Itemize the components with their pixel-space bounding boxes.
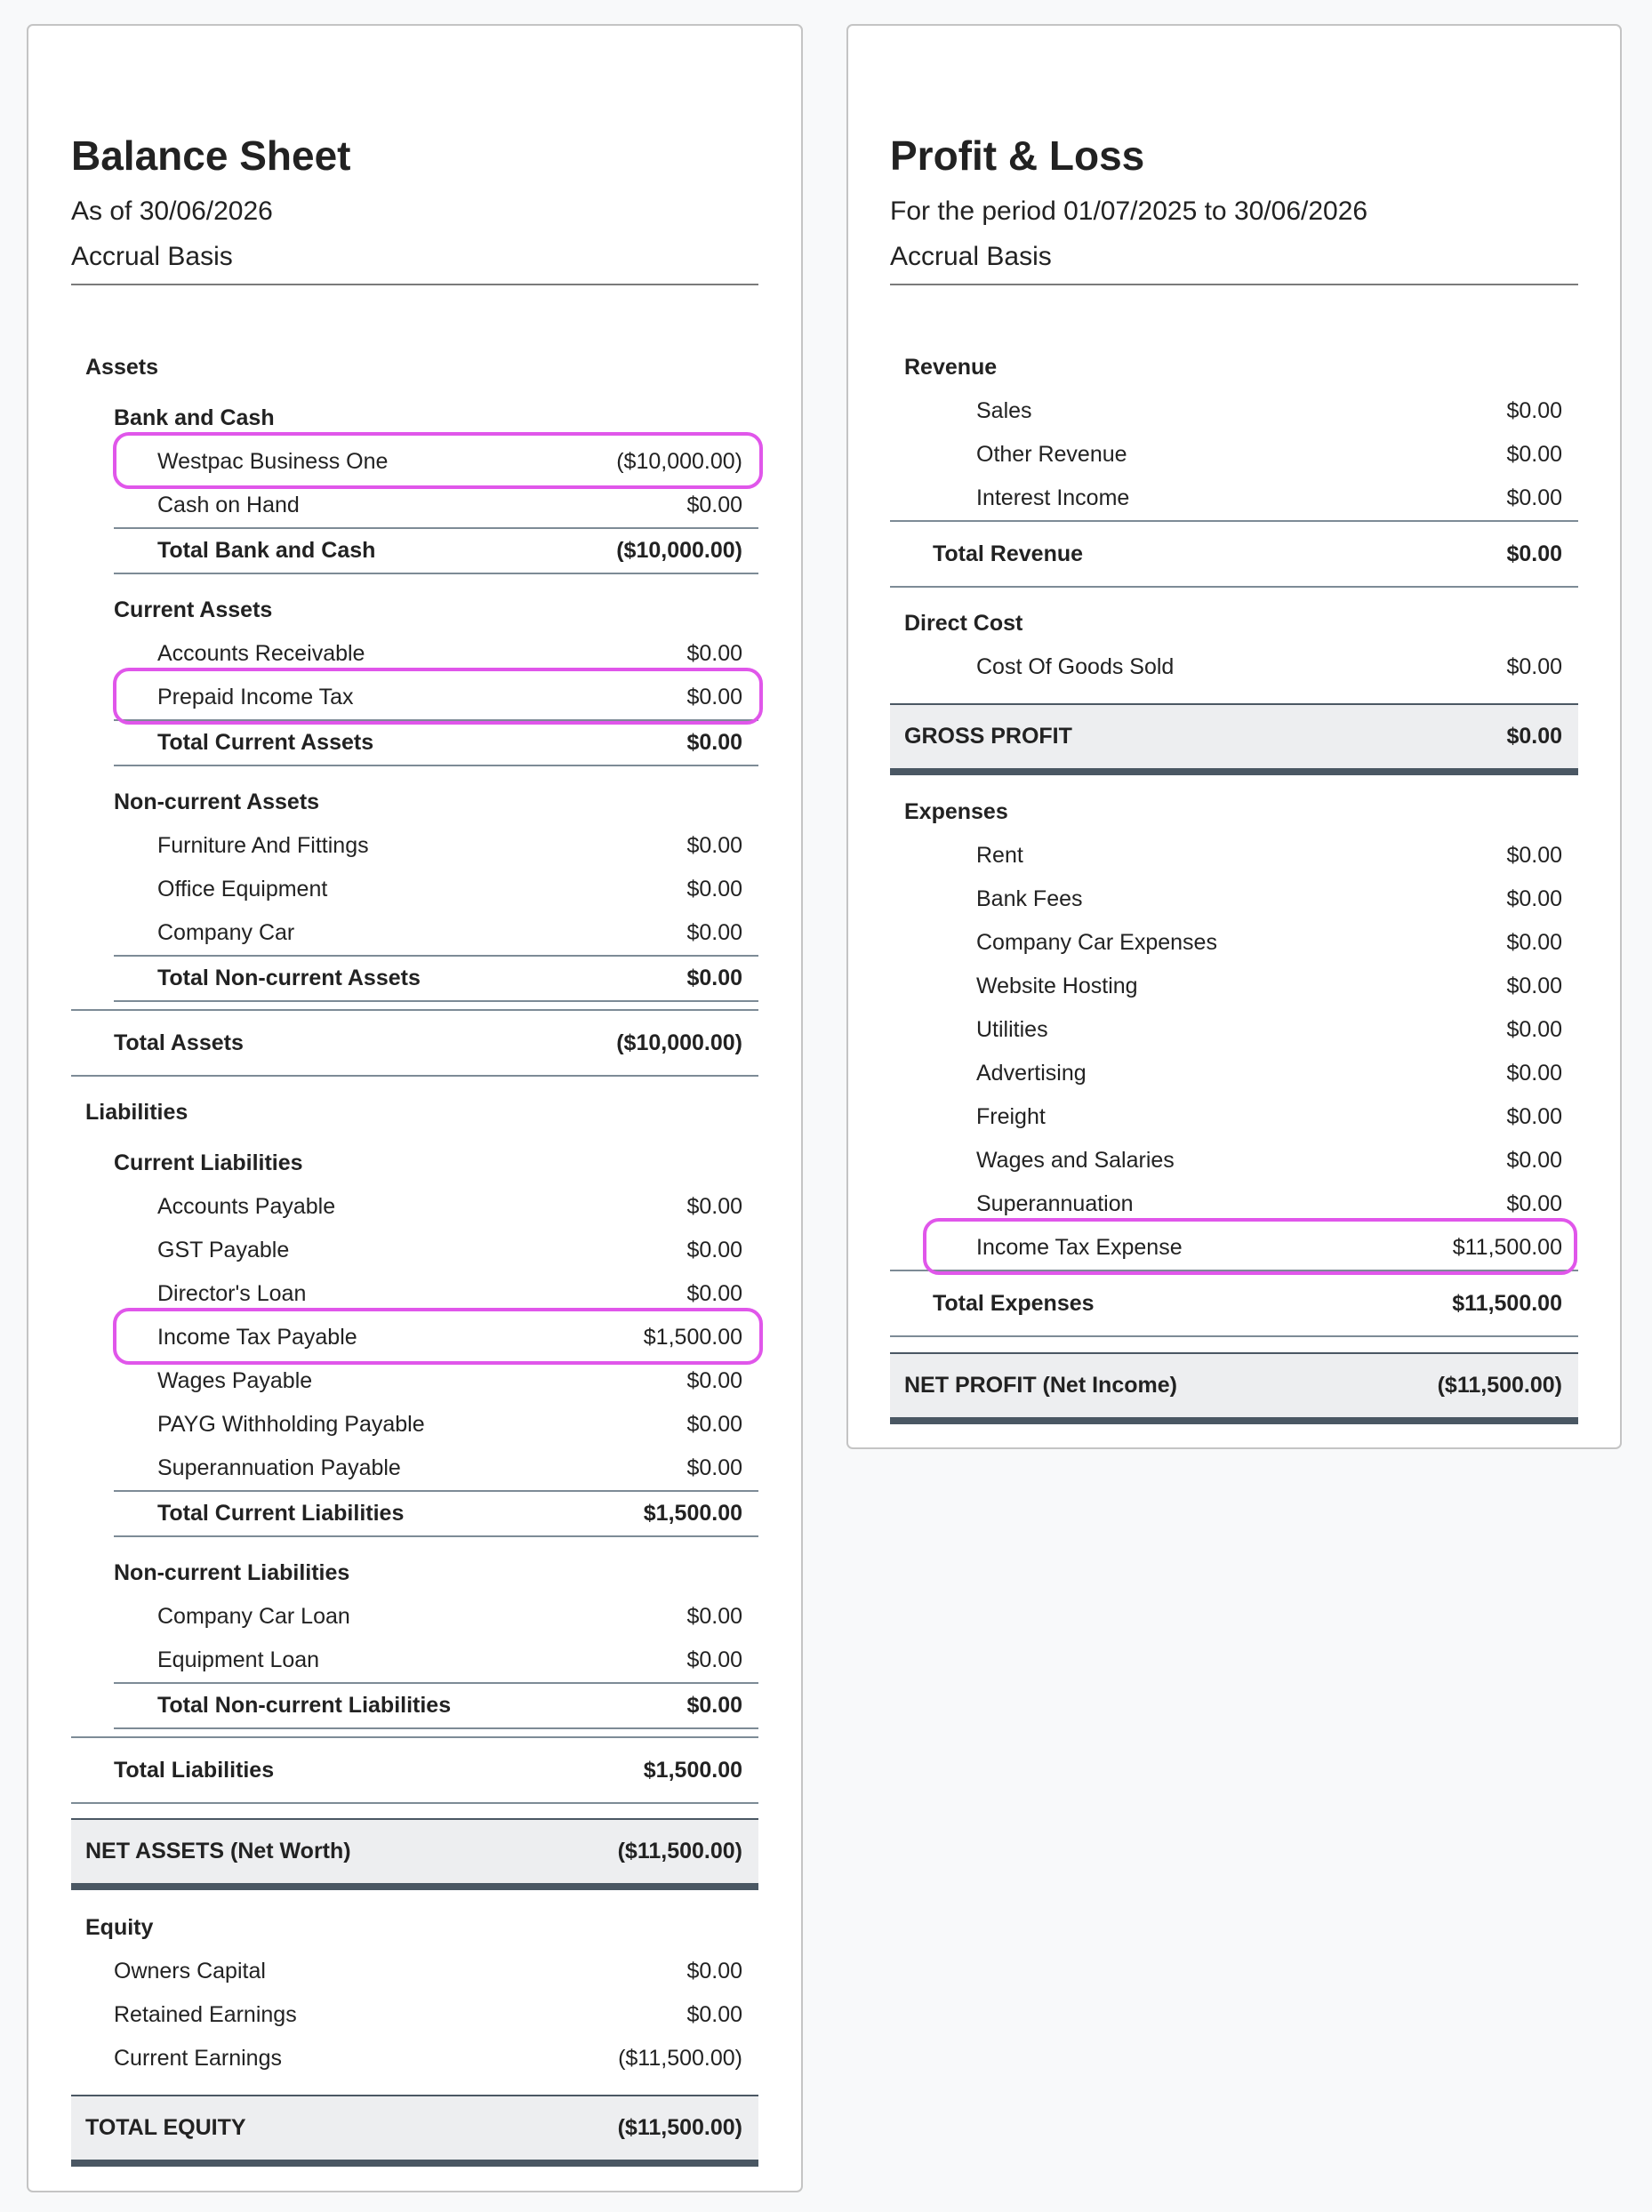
account-row-prepaid-income-tax[interactable] [71,676,758,719]
row-label: Equipment Loan [157,1647,320,1672]
account-row-cash-on-hand[interactable] [71,484,758,527]
row-value: ($10,000.00) [616,449,742,474]
section-heading-equity [71,1906,758,1950]
summary-row [71,2096,758,2160]
row-value: $0.00 [686,685,742,709]
row-label: Superannuation Payable [157,1455,401,1480]
row-label: Director's Loan [157,1281,307,1306]
row-label: Company Car Loan [157,1604,350,1629]
account-row-current-earnings[interactable] [71,2037,758,2080]
row-value: $0.00 [1506,1061,1562,1086]
row-label: Total Expenses [933,1290,1095,1316]
row-label: Accounts Payable [157,1194,336,1219]
row-label: GROSS PROFIT [904,724,1072,749]
account-row-sales[interactable] [890,389,1578,433]
row-label: Office Equipment [157,877,328,902]
total-row-total-expenses[interactable] [890,1271,1578,1335]
account-row-furniture-and-fittings[interactable] [71,824,758,868]
row-label: Advertising [976,1061,1087,1086]
row-label: PAYG Withholding Payable [157,1412,425,1437]
row-label: Cost Of Goods Sold [976,654,1175,679]
account-row-company-car[interactable] [71,911,758,955]
row-divider [890,1335,1578,1337]
row-value: $0.00 [686,1238,742,1262]
account-row-payg-withholding-payable[interactable] [71,1403,758,1447]
account-row-cost-of-goods-sold[interactable] [890,645,1578,689]
account-row-income-tax-expense[interactable] [890,1226,1578,1270]
account-row-retained-earnings[interactable] [71,1993,758,2037]
row-value: $0.00 [686,2002,742,2027]
account-row-accounts-payable[interactable] [71,1185,758,1229]
row-value: $0.00 [1506,485,1562,510]
row-label: Total Current Liabilities [157,1501,405,1526]
summary-band-net-profit-net-income [890,1352,1578,1424]
total-row-total-liabilities[interactable] [71,1738,758,1802]
row-value: $1,500.00 [643,1757,742,1783]
summary-band-gross-profit [890,703,1578,775]
row-label: Assets [85,355,158,380]
row-divider [114,1000,758,1002]
account-row-director-s-loan[interactable] [71,1272,758,1316]
profit-loss-period: For the period 01/07/2025 to 30/06/2026 [890,196,1368,226]
summary-band-net-assets-net-worth [71,1818,758,1890]
row-value: $0.00 [686,1281,742,1306]
row-label: Freight [976,1104,1046,1129]
total-row-total-assets[interactable] [71,1011,758,1075]
row-divider [71,1802,758,1804]
row-label: Prepaid Income Tax [157,685,354,709]
section-heading-direct-cost [890,602,1578,645]
section-heading-assets [71,346,758,389]
account-row-advertising[interactable] [890,1052,1578,1095]
account-row-interest-income[interactable] [890,477,1578,520]
row-value: $0.00 [1506,1017,1562,1042]
profit-loss-rows [890,285,1578,1424]
total-row-total-bank-and-cash[interactable] [71,529,758,573]
row-label: Revenue [904,355,998,380]
row-label: Total Liabilities [114,1757,275,1783]
account-row-gst-payable[interactable] [71,1229,758,1272]
row-value: $0.00 [1506,974,1562,998]
section-heading-revenue [890,346,1578,389]
row-value: $0.00 [686,1194,742,1219]
row-label: Income Tax Expense [976,1235,1183,1260]
row-label: Rent [976,843,1023,868]
row-label: Equity [85,1915,154,1940]
row-label: Current Earnings [114,2046,282,2071]
row-value: $0.00 [686,920,742,945]
row-value: $0.00 [686,641,742,666]
row-label: Accounts Receivable [157,641,365,666]
balance-sheet-title: Balance Sheet [71,132,351,179]
row-label: Wages Payable [157,1368,313,1393]
row-label: Other Revenue [976,442,1127,467]
row-value: $1,500.00 [643,1325,742,1350]
account-row-company-car-loan[interactable] [71,1595,758,1639]
profit-loss-basis: Accrual Basis [890,242,1052,271]
section-heading-non-current-assets [71,781,758,824]
row-label: Income Tax Payable [157,1325,357,1350]
account-row-superannuation[interactable] [890,1182,1578,1226]
row-label: Company Car [157,920,295,945]
row-label: Total Non-current Assets [157,966,421,990]
row-label: Non-current Assets [114,789,320,814]
row-value: ($11,500.00) [1437,1373,1562,1398]
row-value: $0.00 [686,1368,742,1393]
section-heading-current-assets [71,589,758,632]
balance-sheet-rows [71,285,758,2167]
balance-sheet-basis: Accrual Basis [71,242,233,271]
row-label: Westpac Business One [157,449,389,474]
row-value: $0.00 [1506,843,1562,868]
row-label: Wages and Salaries [976,1148,1175,1173]
row-label: Retained Earnings [114,2002,297,2027]
balance-sheet-panel [27,24,803,2192]
row-value: $11,500.00 [1452,1235,1562,1260]
row-value: $0.00 [1506,1191,1562,1216]
row-value: $0.00 [1506,398,1562,423]
row-value: ($10,000.00) [616,538,742,563]
row-value: $0.00 [686,966,742,990]
row-label: Liabilities [85,1100,188,1125]
row-value: ($11,500.00) [617,1839,742,1863]
row-label: Direct Cost [904,611,1023,636]
row-value: $0.00 [686,877,742,902]
row-label: Total Current Assets [157,730,374,755]
row-label: Total Bank and Cash [157,538,376,563]
row-label: Furniture And Fittings [157,833,369,858]
account-row-freight[interactable] [890,1095,1578,1139]
account-row-website-hosting[interactable] [890,965,1578,1008]
row-value: $0.00 [1506,724,1562,749]
row-value: $0.00 [1506,886,1562,911]
account-row-utilities[interactable] [890,1008,1578,1052]
row-divider [890,586,1578,588]
account-row-office-equipment[interactable] [71,868,758,911]
row-label: Cash on Hand [157,493,300,517]
section-heading-non-current-liabilities [71,1551,758,1595]
total-row-total-revenue[interactable] [890,522,1578,586]
row-label: Website Hosting [976,974,1138,998]
row-value: ($11,500.00) [617,2115,742,2140]
row-value: $11,500.00 [1452,1290,1562,1316]
row-value: $0.00 [1506,930,1562,955]
row-divider [114,573,758,574]
row-value: $0.00 [686,493,742,517]
summary-row [890,705,1578,768]
section-heading-liabilities [71,1091,758,1134]
row-label: Owners Capital [114,1959,266,1984]
row-value: $0.00 [686,833,742,858]
profit-loss-title: Profit & Loss [890,132,1145,179]
row-divider [114,1535,758,1537]
account-row-accounts-receivable[interactable] [71,632,758,676]
section-heading-expenses [890,790,1578,834]
row-label: Expenses [904,799,1008,824]
row-value: $1,500.00 [643,1501,742,1526]
row-value: $0.00 [686,1647,742,1672]
account-row-income-tax-payable[interactable] [71,1316,758,1359]
total-row-total-current-assets[interactable] [71,721,758,765]
account-row-wages-and-salaries[interactable] [890,1139,1578,1182]
row-label: Bank and Cash [114,405,275,430]
row-divider [71,1075,758,1077]
row-label: TOTAL EQUITY [85,2115,246,2140]
summary-row [890,1354,1578,1417]
row-value: $0.00 [1506,442,1562,467]
account-row-superannuation-payable[interactable] [71,1447,758,1490]
row-divider [114,765,758,766]
row-label: Utilities [976,1017,1048,1042]
row-label: Total Non-current Liabilities [157,1693,452,1718]
row-value: ($11,500.00) [618,2046,742,2071]
row-divider [114,1727,758,1729]
row-label: GST Payable [157,1238,290,1262]
account-row-westpac-business-one[interactable] [71,440,758,484]
row-label: Total Revenue [933,541,1084,566]
account-row-company-car-expenses[interactable] [890,921,1578,965]
summary-row [71,1820,758,1883]
section-heading-bank-and-cash [71,397,758,440]
row-value: $0.00 [686,1693,742,1718]
row-label: NET PROFIT (Net Income) [904,1373,1177,1398]
account-row-bank-fees[interactable] [890,878,1578,921]
account-row-other-revenue[interactable] [890,433,1578,477]
row-label: Bank Fees [976,886,1083,911]
row-value: ($10,000.00) [616,1030,742,1055]
balance-sheet-as-of: As of 30/06/2026 [71,196,273,226]
account-row-rent[interactable] [890,834,1578,878]
summary-band-total-equity [71,2095,758,2167]
total-row-total-non-current-liabilities[interactable] [71,1684,758,1727]
row-value: $0.00 [1506,1148,1562,1173]
total-row-total-non-current-assets[interactable] [71,957,758,1000]
row-value: $0.00 [686,1412,742,1437]
profit-loss-panel [846,24,1622,1449]
account-row-owners-capital[interactable] [71,1950,758,1993]
section-heading-current-liabilities [71,1142,758,1185]
row-label: NET ASSETS (Net Worth) [85,1839,351,1863]
row-label: Interest Income [976,485,1130,510]
row-value: $0.00 [1506,654,1562,679]
row-value: $0.00 [686,1959,742,1984]
account-row-wages-payable[interactable] [71,1359,758,1403]
account-row-equipment-loan[interactable] [71,1639,758,1682]
row-value: $0.00 [1506,1104,1562,1129]
row-label: Current Assets [114,597,273,622]
row-label: Non-current Liabilities [114,1560,350,1585]
total-row-total-current-liabilities[interactable] [71,1492,758,1535]
row-label: Total Assets [114,1030,244,1055]
row-label: Superannuation [976,1191,1134,1216]
row-label: Current Liabilities [114,1150,303,1175]
row-label: Sales [976,398,1032,423]
row-value: $0.00 [686,1455,742,1480]
row-value: $0.00 [686,730,742,755]
row-value: $0.00 [686,1604,742,1629]
row-value: $0.00 [1506,541,1562,566]
row-label: Company Car Expenses [976,930,1217,955]
